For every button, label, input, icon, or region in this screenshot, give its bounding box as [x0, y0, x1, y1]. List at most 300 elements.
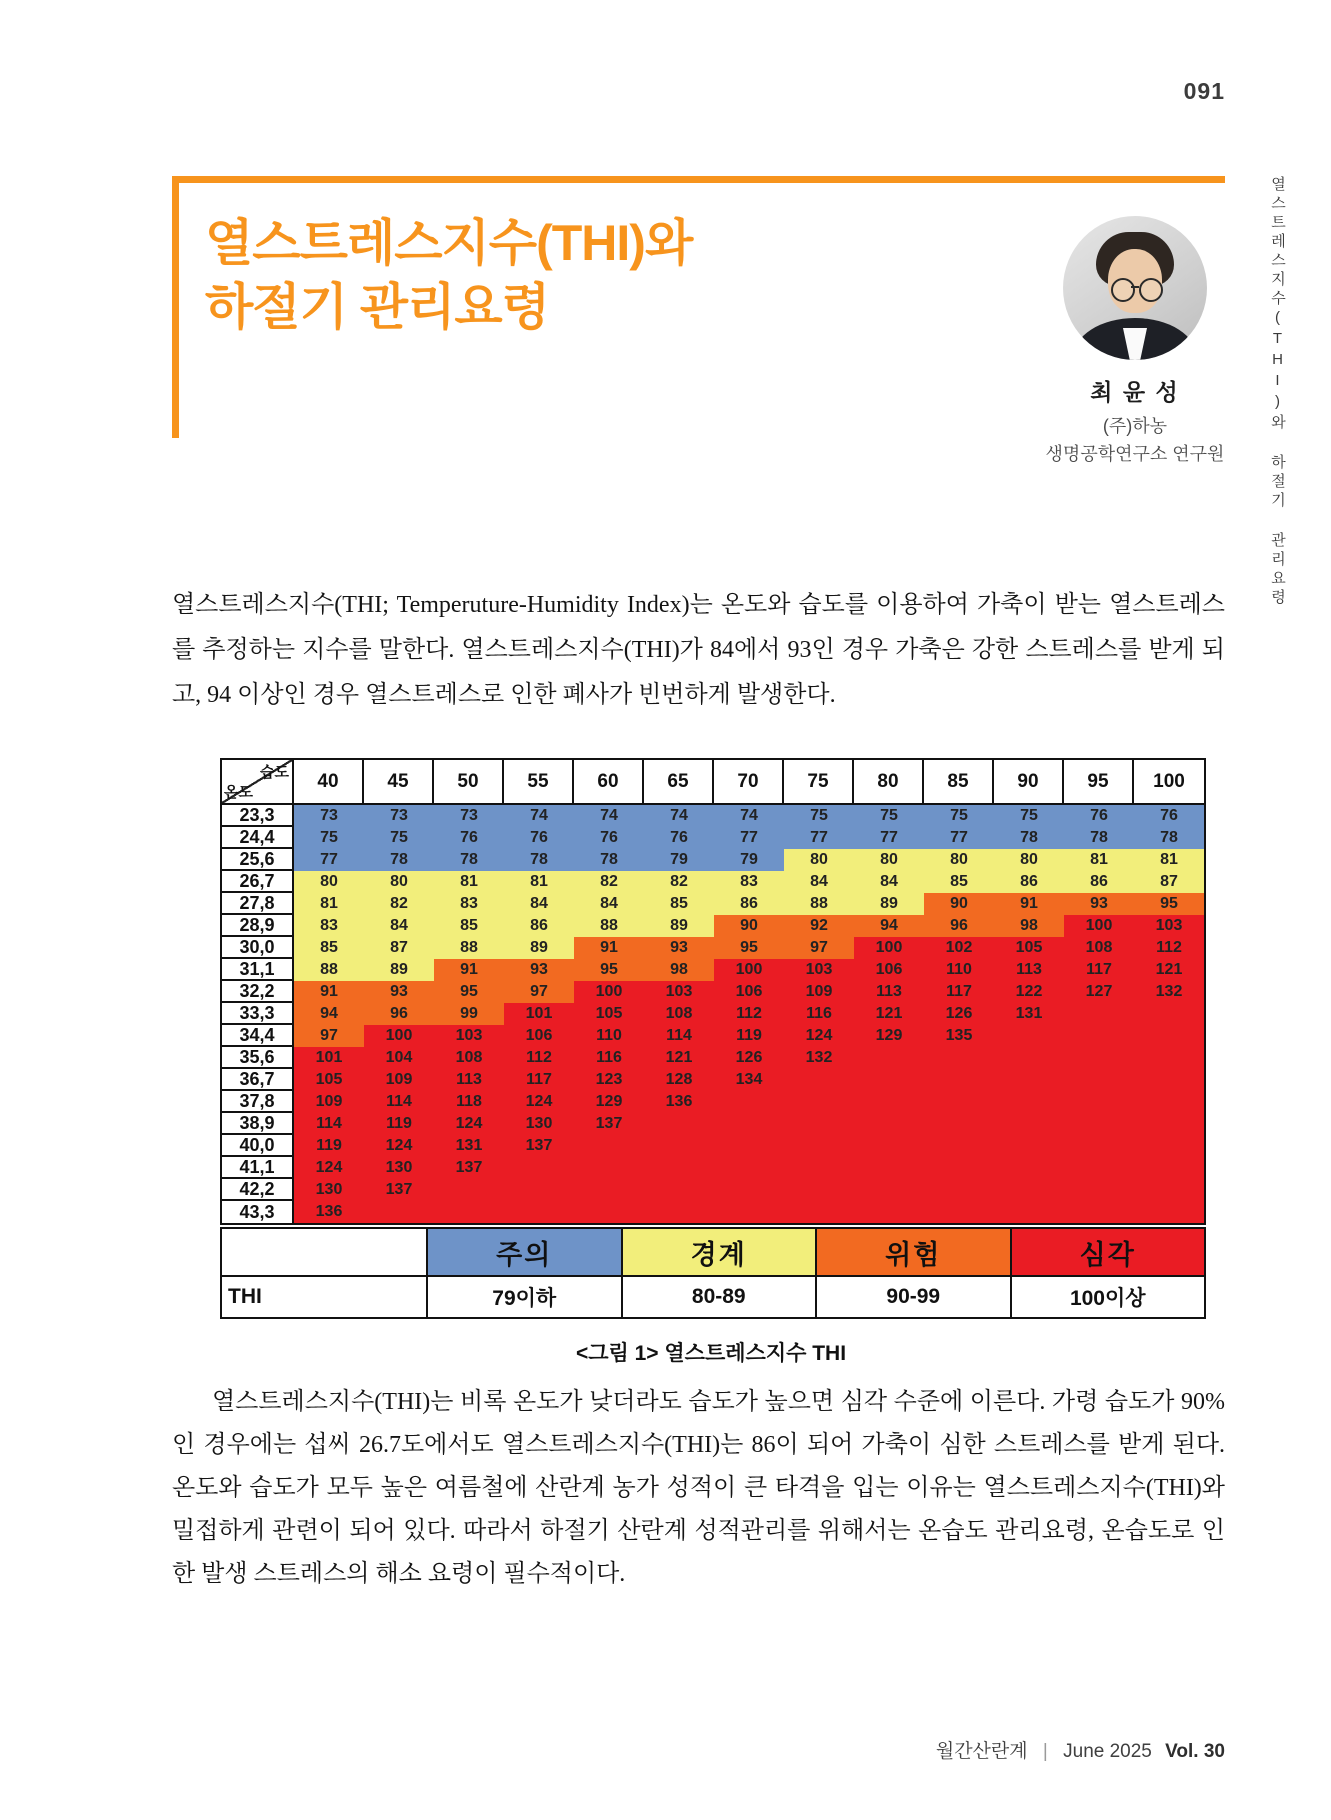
thi-cell: 93	[504, 959, 574, 981]
thi-cell: 136	[644, 1091, 714, 1113]
thi-cell: 77	[784, 827, 854, 849]
thi-header-row	[222, 760, 1204, 805]
thi-cell: 79	[644, 849, 714, 871]
thi-row-label: 36,7	[222, 1069, 292, 1091]
thi-row-label: 25,6	[222, 849, 292, 871]
thi-cell: 88	[784, 893, 854, 915]
thi-cell	[1134, 1025, 1204, 1047]
thi-cell: 132	[1134, 981, 1204, 1003]
thi-cell: 76	[1064, 805, 1134, 827]
legend-empty-cell	[222, 1229, 426, 1275]
thi-cell	[364, 1201, 434, 1223]
thi-cell: 81	[294, 893, 364, 915]
thi-cell: 124	[784, 1025, 854, 1047]
thi-row-label: 31,1	[222, 959, 292, 981]
thi-cell: 94	[854, 915, 924, 937]
thi-cell	[994, 1135, 1064, 1157]
thi-cell: 80	[784, 849, 854, 871]
thi-cell	[994, 1069, 1064, 1091]
thi-cell: 113	[854, 981, 924, 1003]
legend-zone-label: 경계	[621, 1229, 816, 1275]
thi-cell: 89	[364, 959, 434, 981]
thi-cell: 126	[714, 1047, 784, 1069]
thi-cell: 137	[434, 1157, 504, 1179]
thi-cell: 84	[574, 893, 644, 915]
thi-column-header: 65	[644, 760, 714, 803]
thi-cell: 86	[994, 871, 1064, 893]
thi-cell: 137	[574, 1113, 644, 1135]
corner-label-temperature: 온도	[224, 784, 253, 801]
thi-cell	[1134, 1201, 1204, 1223]
thi-cell: 76	[574, 827, 644, 849]
thi-cell: 87	[364, 937, 434, 959]
thi-cell	[1134, 1047, 1204, 1069]
footer-issue: June 2025	[1063, 1741, 1152, 1762]
thi-cell: 77	[854, 827, 924, 849]
thi-cell: 78	[1134, 827, 1204, 849]
figure-caption: <그림 1> 열스트레스지수 THI	[575, 1342, 847, 1365]
thi-cell: 119	[714, 1025, 784, 1047]
thi-cell: 88	[574, 915, 644, 937]
author-name: 최 윤 성	[1090, 379, 1180, 405]
thi-cell: 103	[434, 1025, 504, 1047]
legend-zone-label: 심각	[1010, 1229, 1205, 1275]
thi-body	[222, 805, 1204, 1223]
thi-cell	[504, 1201, 574, 1223]
thi-cell	[784, 1135, 854, 1157]
thi-cell: 76	[1134, 805, 1204, 827]
thi-row-label: 23,3	[222, 805, 292, 827]
legend-zone-row	[222, 1229, 1204, 1275]
thi-cell: 132	[784, 1047, 854, 1069]
thi-cell	[644, 1201, 714, 1223]
page-number: 091	[1183, 78, 1225, 104]
thi-cell: 74	[504, 805, 574, 827]
thi-cell: 94	[294, 1003, 364, 1025]
thi-cell	[924, 1201, 994, 1223]
thi-cell: 78	[504, 849, 574, 871]
thi-cell: 96	[364, 1003, 434, 1025]
thi-cell: 124	[364, 1135, 434, 1157]
thi-cell: 103	[784, 959, 854, 981]
thi-cell: 77	[294, 849, 364, 871]
thi-cell: 74	[574, 805, 644, 827]
sidebar-vertical-title: 열스트레스지수(THI)와 하절기 관리요령	[1269, 176, 1286, 608]
thi-cell	[854, 1157, 924, 1179]
thi-column-header: 40	[294, 760, 364, 803]
photo-glasses-left	[1111, 278, 1135, 302]
footer-magazine-name: 월간산란계	[935, 1741, 1028, 1762]
thi-cell	[1064, 1135, 1134, 1157]
thi-cell: 91	[994, 893, 1064, 915]
thi-cell: 91	[434, 959, 504, 981]
thi-cell: 99	[434, 1003, 504, 1025]
thi-cell	[994, 1201, 1064, 1223]
thi-cell: 109	[784, 981, 854, 1003]
thi-cell	[1134, 1113, 1204, 1135]
thi-cell: 82	[644, 871, 714, 893]
thi-row-label: 24,4	[222, 827, 292, 849]
author-block	[1040, 216, 1230, 466]
thi-cell: 98	[644, 959, 714, 981]
thi-cell	[1134, 1179, 1204, 1201]
thi-cell	[714, 1113, 784, 1135]
thi-cell: 73	[364, 805, 434, 827]
thi-cell: 80	[924, 849, 994, 871]
thi-cell: 82	[364, 893, 434, 915]
thi-row-label: 34,4	[222, 1025, 292, 1047]
thi-cell: 73	[434, 805, 504, 827]
thi-cell: 78	[1064, 827, 1134, 849]
thi-cell: 121	[1134, 959, 1204, 981]
thi-cell: 131	[994, 1003, 1064, 1025]
thi-cell: 113	[994, 959, 1064, 981]
thi-cell: 122	[994, 981, 1064, 1003]
thi-row-label: 42,2	[222, 1179, 292, 1201]
thi-column-header: 75	[784, 760, 854, 803]
thi-cell	[784, 1069, 854, 1091]
thi-cell	[994, 1113, 1064, 1135]
thi-cell	[644, 1179, 714, 1201]
thi-cell: 83	[714, 871, 784, 893]
thi-cell: 109	[364, 1069, 434, 1091]
thi-cell: 85	[434, 915, 504, 937]
photo-glasses-bridge	[1131, 286, 1139, 288]
thi-column-header: 80	[854, 760, 924, 803]
thi-cell: 77	[714, 827, 784, 849]
body-paragraph: 열스트레스지수(THI)는 비록 온도가 낮더라도 습도가 높으면 심각 수준에 이른다. 가령 습도가 90%인 경우에는 섭씨 26.7도에서도 열스트레스지수(THI)는 86이 되어 가축이 심한 스트레스를 받게 된다. 온도와 습도가 모두 높은 여름철에 산란계 농가 성적이 큰 타격을 입는 이유는 열스트레스지수(THI)와 밀접하게 관련이 되어 있다. 따라서 하절기 산란계 성적관리를 위해서는 온습도 관리요령, 온습도로 인한 발생 스트레스의 해소 요령이 필수적이다.	[172, 1389, 1225, 1587]
thi-cell: 78	[434, 849, 504, 871]
thi-cell: 76	[504, 827, 574, 849]
thi-row-label: 33,3	[222, 1003, 292, 1025]
thi-cell: 80	[994, 849, 1064, 871]
thi-cell: 86	[504, 915, 574, 937]
thi-row-label: 43,3	[239, 1201, 275, 1222]
thi-cell	[714, 1179, 784, 1201]
legend-zone-range: 100이상	[1010, 1277, 1205, 1317]
thi-cell: 130	[364, 1157, 434, 1179]
thi-column-header: 50	[434, 760, 504, 803]
thi-cell: 112	[714, 1003, 784, 1025]
thi-cell: 96	[924, 915, 994, 937]
author-organization: (주)하농	[1102, 416, 1168, 436]
thi-cell	[784, 1157, 854, 1179]
thi-cell: 85	[924, 871, 994, 893]
thi-cell	[924, 1135, 994, 1157]
author-role: 생명공학연구소 연구원	[1045, 444, 1225, 464]
thi-cell: 100	[364, 1025, 434, 1047]
thi-cell: 95	[434, 981, 504, 1003]
thi-cell: 106	[714, 981, 784, 1003]
thi-cell: 108	[434, 1047, 504, 1069]
thi-cell	[644, 1157, 714, 1179]
thi-cell	[1064, 1113, 1134, 1135]
thi-cell: 105	[294, 1069, 364, 1091]
thi-cell	[784, 1179, 854, 1201]
thi-cell	[714, 1135, 784, 1157]
legend-zone-label: 주의	[426, 1229, 621, 1275]
thi-cell	[854, 1047, 924, 1069]
intro-paragraph: 열스트레스지수(THI; Temperuture-Humidity Index)는 온도와 습도를 이용하여 가축이 받는 열스트레스를 추정하는 지수를 말한다. 열스트레스지수(THI)가 84에서 93인 경우 가축은 강한 스트레스를 받게 되고, 94 이상인 경우 열스트레스로 인한 폐사가 빈번하게 발생한다.	[172, 592, 1225, 708]
thi-cell: 106	[504, 1025, 574, 1047]
thi-row-label: 30,0	[222, 937, 292, 959]
thi-cell: 134	[714, 1069, 784, 1091]
thi-cell	[714, 1201, 784, 1223]
thi-cell: 127	[1064, 981, 1134, 1003]
thi-value-grid	[294, 805, 1204, 1223]
thi-cell: 100	[1064, 915, 1134, 937]
thi-cell	[854, 1201, 924, 1223]
footer-volume: Vol. 30	[1165, 1741, 1225, 1762]
thi-cell: 88	[434, 937, 504, 959]
thi-cell: 78	[574, 849, 644, 871]
thi-cell: 89	[854, 893, 924, 915]
thi-cell: 82	[574, 871, 644, 893]
thi-cell: 85	[294, 937, 364, 959]
author-photo	[1063, 216, 1207, 360]
thi-cell: 103	[1134, 915, 1204, 937]
thi-cell	[1064, 1025, 1134, 1047]
thi-cell: 123	[574, 1069, 644, 1091]
thi-cell	[1134, 1003, 1204, 1025]
thi-cell	[1064, 1179, 1134, 1201]
thi-cell: 121	[644, 1047, 714, 1069]
thi-cell: 129	[574, 1091, 644, 1113]
thi-cell	[924, 1113, 994, 1135]
thi-cell: 119	[364, 1113, 434, 1135]
thi-cell: 128	[644, 1069, 714, 1091]
thi-cell	[434, 1179, 504, 1201]
legend-zone-range: 90-99	[815, 1277, 1010, 1317]
thi-cell: 91	[294, 981, 364, 1003]
thi-cell: 78	[364, 849, 434, 871]
thi-cell	[924, 1047, 994, 1069]
thi-cell: 86	[1064, 871, 1134, 893]
thi-cell	[1064, 1091, 1134, 1113]
thi-cell: 101	[294, 1047, 364, 1069]
thi-cell: 117	[504, 1069, 574, 1091]
thi-cell	[1134, 1091, 1204, 1113]
thi-cell: 89	[644, 915, 714, 937]
thi-cell	[1134, 1069, 1204, 1091]
corner-label-humidity: 습도	[260, 764, 289, 781]
thi-cell	[1064, 1069, 1134, 1091]
thi-cell	[854, 1091, 924, 1113]
thi-row-label: 27,8	[222, 893, 292, 915]
thi-cell: 110	[574, 1025, 644, 1047]
thi-cell	[1134, 1135, 1204, 1157]
thi-column-header: 45	[364, 760, 434, 803]
thi-cell: 114	[294, 1113, 364, 1135]
thi-cell: 78	[994, 827, 1064, 849]
thi-cell	[994, 1179, 1064, 1201]
legend-range-row	[222, 1275, 1204, 1317]
thi-column-header: 90	[994, 760, 1064, 803]
thi-cell: 86	[714, 893, 784, 915]
thi-cell: 75	[854, 805, 924, 827]
thi-cell: 136	[294, 1201, 364, 1223]
thi-cell	[854, 1113, 924, 1135]
thi-column-header: 70	[714, 760, 784, 803]
thi-cell: 85	[644, 893, 714, 915]
thi-cell: 93	[644, 937, 714, 959]
thi-column-header: 55	[504, 760, 574, 803]
thi-cell: 97	[504, 981, 574, 1003]
thi-cell: 83	[294, 915, 364, 937]
thi-cell: 114	[364, 1091, 434, 1113]
title-left-rule	[172, 183, 179, 438]
thi-cell	[854, 1179, 924, 1201]
thi-cell: 76	[434, 827, 504, 849]
thi-cell: 106	[854, 959, 924, 981]
thi-cell: 80	[294, 871, 364, 893]
thi-heatmap-table	[220, 758, 1206, 1225]
thi-cell	[924, 1069, 994, 1091]
thi-cell: 137	[364, 1179, 434, 1201]
thi-cell	[574, 1135, 644, 1157]
thi-cell: 95	[714, 937, 784, 959]
thi-cell	[1134, 1157, 1204, 1179]
thi-cell: 74	[644, 805, 714, 827]
thi-cell: 93	[1064, 893, 1134, 915]
thi-row-label: 35,6	[222, 1047, 292, 1069]
thi-cell: 129	[854, 1025, 924, 1047]
thi-cell: 75	[364, 827, 434, 849]
thi-cell: 137	[504, 1135, 574, 1157]
thi-cell: 130	[294, 1179, 364, 1201]
thi-cell	[994, 1025, 1064, 1047]
thi-cell: 100	[574, 981, 644, 1003]
page-title-line1: 열스트레스지수(THI)와	[205, 215, 693, 271]
thi-cell: 117	[1064, 959, 1134, 981]
thi-cell: 113	[434, 1069, 504, 1091]
thi-cell: 116	[574, 1047, 644, 1069]
thi-cell: 124	[434, 1113, 504, 1135]
thi-cell: 83	[434, 893, 504, 915]
thi-row-label: 41,1	[222, 1157, 292, 1179]
thi-cell: 130	[504, 1113, 574, 1135]
thi-row-label: 32,2	[222, 981, 292, 1003]
thi-cell: 75	[924, 805, 994, 827]
thi-cell: 112	[504, 1047, 574, 1069]
thi-cell: 84	[504, 893, 574, 915]
thi-column-header: 60	[574, 760, 644, 803]
thi-row-label: 26,7	[222, 871, 292, 893]
thi-cell: 74	[714, 805, 784, 827]
thi-cell: 92	[784, 915, 854, 937]
thi-cell: 97	[294, 1025, 364, 1047]
thi-cell	[784, 1113, 854, 1135]
thi-cell	[994, 1091, 1064, 1113]
legend-zone-range: 80-89	[621, 1277, 816, 1317]
thi-cell: 117	[924, 981, 994, 1003]
thi-cell: 110	[924, 959, 994, 981]
legend-zone-range: 79이하	[426, 1277, 621, 1317]
thi-cell	[1064, 1157, 1134, 1179]
thi-cell: 87	[1134, 871, 1204, 893]
thi-cell	[1064, 1003, 1134, 1025]
thi-cell: 103	[644, 981, 714, 1003]
footer-separator: |	[1042, 1741, 1048, 1762]
thi-cell: 84	[364, 915, 434, 937]
thi-cell	[434, 1201, 504, 1223]
thi-cell: 75	[784, 805, 854, 827]
thi-cell: 100	[714, 959, 784, 981]
thi-cell: 105	[994, 937, 1064, 959]
thi-cell	[574, 1201, 644, 1223]
thi-cell: 112	[1134, 937, 1204, 959]
thi-cell	[504, 1179, 574, 1201]
thi-cell: 101	[504, 1003, 574, 1025]
thi-cell: 102	[924, 937, 994, 959]
thi-column-header: 95	[1064, 760, 1134, 803]
thi-cell: 121	[854, 1003, 924, 1025]
thi-cell	[714, 1157, 784, 1179]
thi-cell	[1064, 1047, 1134, 1069]
thi-cell: 118	[434, 1091, 504, 1113]
thi-cell	[924, 1091, 994, 1113]
thi-cell: 95	[574, 959, 644, 981]
page-footer	[936, 1736, 1225, 1763]
thi-cell: 119	[294, 1135, 364, 1157]
legend-thi-header: THI	[222, 1277, 426, 1317]
thi-cell: 79	[714, 849, 784, 871]
thi-cell: 114	[644, 1025, 714, 1047]
thi-cell: 90	[924, 893, 994, 915]
thi-column-header: 85	[924, 760, 994, 803]
thi-cell: 77	[924, 827, 994, 849]
thi-legend-table	[220, 1227, 1206, 1319]
thi-cell: 89	[504, 937, 574, 959]
thi-cell: 81	[434, 871, 504, 893]
thi-cell: 81	[1134, 849, 1204, 871]
thi-cell: 98	[994, 915, 1064, 937]
thi-cell: 84	[784, 871, 854, 893]
thi-cell: 135	[924, 1025, 994, 1047]
thi-cell: 88	[294, 959, 364, 981]
thi-cell: 126	[924, 1003, 994, 1025]
thi-cell: 76	[644, 827, 714, 849]
thi-row-label-column	[222, 805, 294, 1223]
thi-cell	[574, 1179, 644, 1201]
thi-cell	[994, 1157, 1064, 1179]
thi-row-label: 37,8	[222, 1091, 292, 1113]
thi-cell	[644, 1113, 714, 1135]
thi-cell: 84	[854, 871, 924, 893]
thi-cell: 95	[1134, 893, 1204, 915]
thi-cell: 75	[994, 805, 1064, 827]
thi-cell: 104	[364, 1047, 434, 1069]
thi-row-label: 38,9	[222, 1113, 292, 1135]
thi-cell	[1064, 1201, 1134, 1223]
thi-cell: 109	[294, 1091, 364, 1113]
thi-cell	[854, 1069, 924, 1091]
thi-cell: 81	[1064, 849, 1134, 871]
thi-cell	[644, 1135, 714, 1157]
thi-cell: 80	[854, 849, 924, 871]
thi-cell: 105	[574, 1003, 644, 1025]
thi-cell: 80	[364, 871, 434, 893]
thi-cell: 100	[854, 937, 924, 959]
thi-column-header: 100	[1134, 760, 1204, 803]
legend-zone-label: 위험	[815, 1229, 1010, 1275]
thi-cell: 90	[714, 915, 784, 937]
thi-cell: 108	[644, 1003, 714, 1025]
thi-cell: 124	[294, 1157, 364, 1179]
thi-cell: 93	[364, 981, 434, 1003]
photo-glasses-right	[1139, 278, 1163, 302]
thi-row-label: 28,9	[222, 915, 292, 937]
